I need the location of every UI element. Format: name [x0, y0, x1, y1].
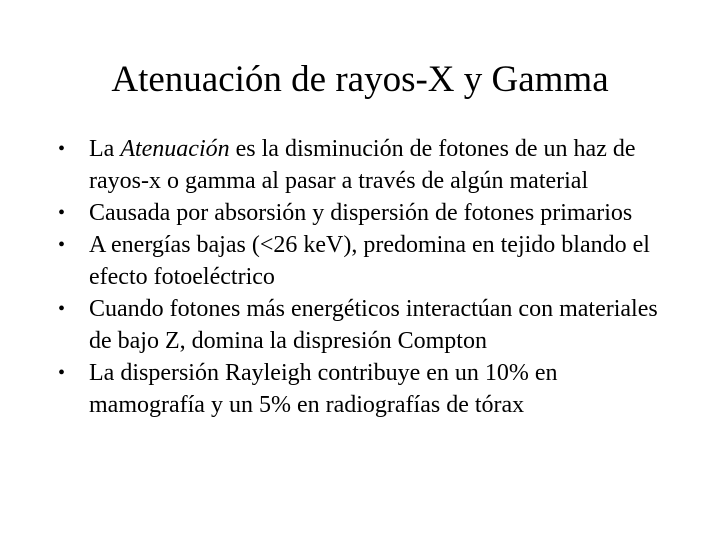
- bullet-icon: •: [58, 234, 66, 256]
- bullet-icon: •: [58, 298, 66, 320]
- bullet-item-cause: [54, 197, 674, 229]
- bullet-text-emphasis: Atenuación: [120, 136, 230, 162]
- bullet-text-rest: es la disminución de fotones de un haz de rayos-x o gamma al pasar a través de algún material: [89, 136, 636, 194]
- bullet-item-rayleigh: [54, 357, 674, 421]
- bullet-item-low-energy: [54, 229, 674, 293]
- bullet-text: Causada por absorsión y dispersión de fotones primarios: [89, 200, 633, 226]
- bullet-text: La dispersión Rayleigh contribuye en un 10% en mamografía y un 5% en radiografías de tórax: [89, 360, 558, 418]
- slide-title: Atenuación de rayos-X y Gamma: [111, 59, 609, 100]
- bullet-list: [54, 133, 674, 421]
- bullet-text: Cuando fotones más energéticos interactúan con materiales de bajo Z, domina la dispresión Compton: [89, 296, 658, 354]
- bullet-item-compton: [54, 293, 674, 357]
- bullet-icon: •: [58, 362, 66, 384]
- bullet-text-lead: La: [89, 136, 121, 162]
- bullet-icon: •: [58, 202, 66, 224]
- bullet-text: A energías bajas (<26 keV), predomina en tejido blando el efecto fotoeléctrico: [89, 232, 650, 290]
- bullet-item-attenuation-definition: [54, 133, 674, 197]
- bullet-text: [89, 136, 636, 194]
- bullet-icon: •: [58, 138, 66, 160]
